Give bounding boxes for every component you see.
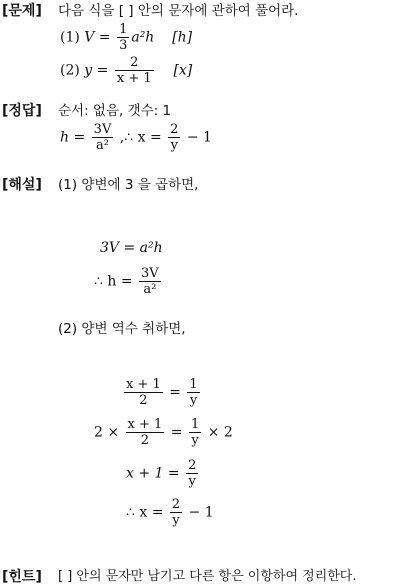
explanation-eq-4: 2 × $\frac{x + 1}{2}$ = $\frac{1}{y}$ × 2 [94,417,233,448]
answer-h-frac [92,122,114,153]
item-2-frac-den: x + 1 [116,71,152,86]
problem-item-2: (2) y = $\frac{2}{x + 1}$ [x] [60,55,193,86]
item-2-frac [115,55,154,86]
item-2-lhs: y [84,62,93,79]
eq-6-lhs: ∴ x = [126,504,164,521]
eq-4-rden: y [191,433,199,448]
eq-4-den: 2 [140,433,150,448]
explanation-eq-2 [94,266,163,297]
eq-4-rnum: 1 [190,417,200,432]
item-2-var: [x] [173,62,193,79]
eq-3-rfrac [187,377,199,408]
explanation-eq-6 [126,497,214,528]
eq-3-den: 2 [139,393,148,408]
eq-2-frac [139,266,161,297]
answer-h-den: a² [96,138,109,153]
answer-x-num: 2 [170,122,179,137]
explanation-eq-3: $\frac{x + 1}{2}$ = $\frac{1}{y}$ [126,377,198,408]
eq-6-num: 2 [171,497,181,512]
eq-2-den: a² [143,282,157,297]
item-2-frac-num: 2 [115,55,154,71]
eq-5-den: y [188,474,196,489]
eq-4-rfrac [189,417,201,448]
answer-x-tail: − 1 [186,129,212,146]
eq-6-tail: − 1 [188,504,214,521]
eq-5-lhs: x + 1 = [126,465,180,482]
item-2-number: (2) [60,62,80,79]
explanation-step-2: (2) 양변 역수 취하면, [58,321,186,337]
explanation-eq-5 [126,458,200,489]
eq-5-num: 2 [188,458,197,473]
eq-6-den: y [172,513,180,528]
answer-meta: 순서: 없음, 갯수: 1 [58,103,172,119]
item-1-coef-num: 1 [119,22,128,37]
eq-1-text: 3V = a²h [100,240,163,256]
answer-h-num: 3V [93,122,112,137]
hint-text: [ ] 안의 문자만 남기고 다른 항은 이항하여 정리한다. [58,569,357,584]
item-1-number: (1) [60,29,80,46]
eq-3-rnum: 1 [189,377,198,392]
answer-x-lhs: ,∴ x [119,129,146,146]
answer-label: [정답] [2,103,42,119]
eq-3-num: x + 1 [126,377,161,392]
problem-label: [문제] [2,3,42,19]
problem-item-1: (1) V = $\frac{1}{3}$ a²h [h] [60,22,193,53]
answer-formula: h = $\frac{3V}{\text{a²}}$ ,∴ x = $\frac{2}{y}$ − 1 [60,122,212,153]
answer-h-lhs: h [60,129,70,146]
answer-x-frac [168,122,180,153]
hint-label: [힌트] [2,569,42,585]
eq-3-frac [124,377,163,408]
problem-instruction: 다음 식을 [ ] 안의 문자에 관하여 풀어라. [58,3,299,19]
item-1-var: [h] [172,29,193,46]
answer-x-den: y [170,138,178,153]
eq-6-frac [170,497,182,528]
eq-4-post: × 2 [207,424,233,441]
item-1-rhs: a²h [131,29,155,46]
eq-4-num: x + 1 [127,417,163,432]
eq-2-lhs: ∴ h = [94,273,133,290]
eq-4-pre: 2 × [94,424,120,441]
eq-5-frac [186,458,198,489]
explanation-eq-1 [100,240,163,256]
eq-4-frac [126,417,165,448]
explanation-step-1: (1) 양변에 3 을 곱하면, [58,177,199,193]
item-1-coef [117,22,129,53]
explanation-label: [해설] [2,177,42,193]
eq-3-rden: y [189,393,198,408]
eq-2-num: 3V [141,266,159,281]
item-1-coef-den: 3 [119,38,128,53]
item-1-lhs: V [84,29,95,46]
